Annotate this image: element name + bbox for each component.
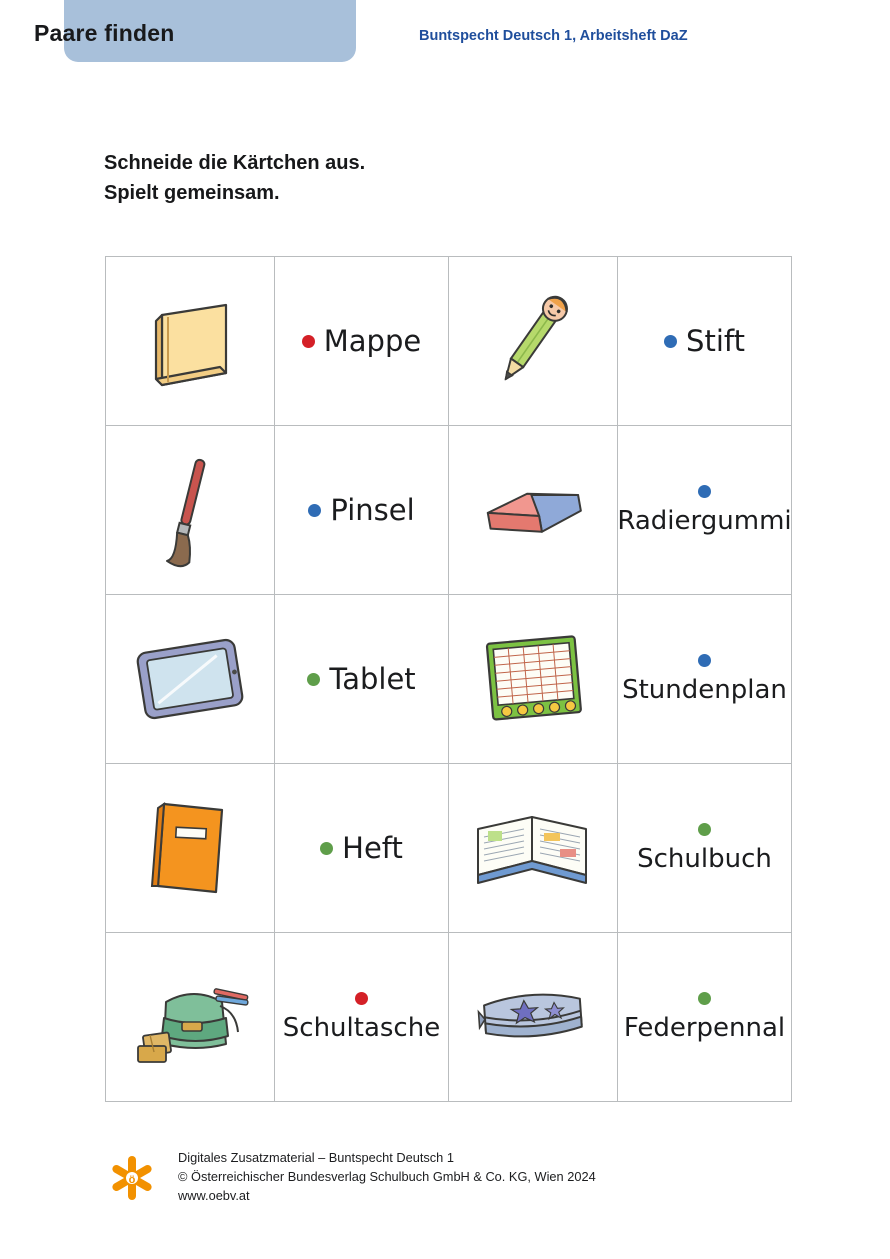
card-word-label: Radiergummi (617, 505, 792, 536)
card-word-cell-radiergummi (618, 426, 792, 595)
pair-dot-blue (308, 504, 321, 517)
card-word-label: Pinsel (330, 493, 415, 527)
card-word-cell-stift (618, 257, 792, 426)
card-word-cell-heft (275, 764, 449, 933)
card-image-cell-federpennal (449, 933, 618, 1102)
card-image-cell-stift (449, 257, 618, 426)
card-image-cell-schultasche (106, 933, 275, 1102)
svg-text:ö: ö (128, 1174, 136, 1186)
card-word-label: Stift (686, 324, 745, 358)
paintbrush-icon (130, 445, 250, 575)
card-word-label: Heft (342, 831, 403, 865)
pair-dot-blue (664, 335, 677, 348)
card-word-label: Tablet (329, 662, 416, 696)
footer-line-3: www.oebv.at (178, 1188, 250, 1203)
card-word-label: Stundenplan (622, 674, 787, 705)
tablet-icon (125, 624, 255, 734)
card-image-cell-radiergummi (449, 426, 618, 595)
open-schoolbook-icon (468, 793, 598, 903)
card-word-cell-schultasche (275, 933, 449, 1102)
timetable-icon (468, 624, 598, 734)
table-row (106, 764, 792, 933)
header-subtitle: Buntspecht Deutsch 1, Arbeitsheft DaZ (419, 28, 688, 44)
table-row (106, 933, 792, 1102)
pair-dot-red (302, 335, 315, 348)
pair-dot-green (698, 823, 711, 836)
card-word-cell-pinsel (275, 426, 449, 595)
card-word-label: Mappe (323, 324, 422, 358)
card-word-label: Federpennal (623, 1012, 786, 1043)
table-row (106, 257, 792, 426)
footer-text (178, 1148, 596, 1205)
footer-line-1: Digitales Zusatzmaterial – Buntspecht Deutsch 1 (178, 1150, 454, 1165)
pair-cards-table (105, 256, 792, 1102)
eraser-icon (468, 465, 598, 555)
pair-dot-green (320, 842, 333, 855)
card-word-label: Schultasche (282, 1012, 441, 1043)
pair-dot-blue (698, 485, 711, 498)
card-image-cell-heft (106, 764, 275, 933)
pair-dot-green (307, 673, 320, 686)
pencil-case-icon (463, 972, 603, 1062)
instruction-line-2: Spielt gemeinsam. (104, 182, 280, 204)
table-row (106, 426, 792, 595)
card-word-cell-schulbuch (618, 764, 792, 933)
card-image-cell-schulbuch (449, 764, 618, 933)
pair-dot-green (698, 992, 711, 1005)
card-word-label: Schulbuch (637, 843, 772, 874)
pair-dot-blue (698, 654, 711, 667)
oebv-logo (104, 1150, 160, 1206)
pencil-icon (468, 276, 598, 406)
card-image-cell-mappe (106, 257, 275, 426)
card-word-cell-tablet (275, 595, 449, 764)
card-word-cell-stundenplan (618, 595, 792, 764)
page-footer (104, 1148, 804, 1206)
folder-icon (130, 281, 250, 401)
schoolbag-icon (120, 962, 260, 1072)
card-word-cell-mappe (275, 257, 449, 426)
pair-dot-red (355, 992, 368, 1005)
instruction-line-1: Schneide die Kärtchen aus. (104, 152, 366, 174)
card-image-cell-pinsel (106, 426, 275, 595)
exercise-book-icon (130, 786, 250, 911)
page-header (0, 0, 890, 78)
instructions (104, 148, 365, 208)
card-image-cell-tablet (106, 595, 275, 764)
card-word-cell-federpennal (618, 933, 792, 1102)
footer-line-2: © Österreichischer Bundesverlag Schulbuch GmbH & Co. KG, Wien 2024 (178, 1169, 596, 1184)
card-image-cell-stundenplan (449, 595, 618, 764)
table-row (106, 595, 792, 764)
page-title: Paare finden (34, 20, 175, 46)
